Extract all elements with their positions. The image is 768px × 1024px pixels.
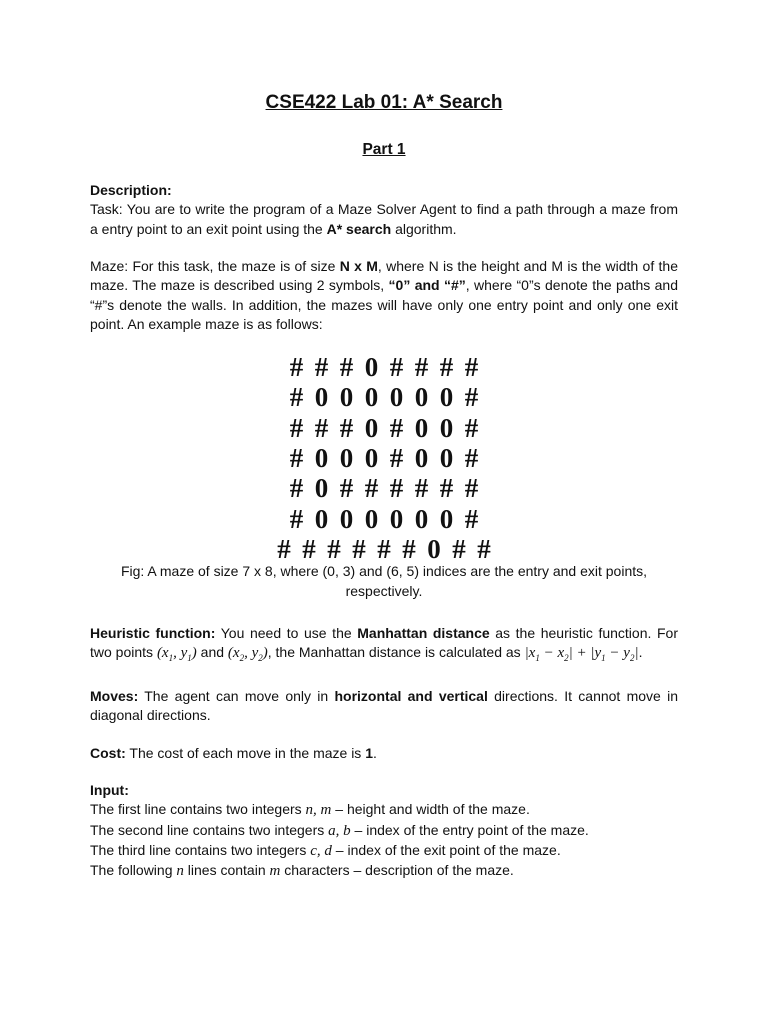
maze-wall-cell: # <box>302 533 316 564</box>
maze-figure <box>0 352 768 564</box>
maze-size: N x M <box>339 258 378 274</box>
maze-path-cell: 0 <box>364 352 379 383</box>
maze-text-3: , where “0”s denote the paths and “#”s denote the walls. In addition, the mazes will have only one entry point and only one exit point. An example maze is as follows: <box>90 277 679 332</box>
maze-path-cell: 0 <box>439 443 454 474</box>
maze-wall-cell: # <box>277 533 291 564</box>
maze-wall-cell: # <box>352 533 366 564</box>
maze-wall-cell: # <box>289 473 304 504</box>
maze-path-cell: 0 <box>427 533 441 564</box>
maze-wall-cell: # <box>289 382 304 413</box>
maze-wall-cell: # <box>289 503 304 534</box>
input-line-4-text: The following <box>90 862 177 879</box>
var-n-m: n, m <box>305 802 332 819</box>
maze-row <box>0 443 768 473</box>
point-1-formula: ($x_1$, $y_1$) <box>156 645 197 664</box>
moves-text-2: directions. It cannot move in diagonal directions. <box>90 688 679 724</box>
maze-path-cell: 0 <box>314 503 329 534</box>
maze-wall-cell: # <box>464 352 479 383</box>
description-section <box>90 181 678 239</box>
maze-wall-cell: # <box>339 473 354 504</box>
input-line-2-desc: – index of the entry point of the maze. <box>350 821 589 838</box>
maze-wall-cell: # <box>464 412 479 443</box>
maze-wall-cell: # <box>414 352 429 383</box>
heuristic-paragraph: Heuristic function: You need to use the Manhattan distance as the heuristic function. For two points ($x_1$, $y_1$) and ($x_2$, $y_2$), the Manhattan distance is calculated as $|x_1 - x_2| + |y_1 - y_2|$. <box>90 625 678 664</box>
task-algorithm: A* search <box>326 220 392 237</box>
maze-path-cell: 0 <box>439 412 454 443</box>
maze-path-cell: 0 <box>439 503 454 534</box>
maze-path-cell: 0 <box>339 503 354 534</box>
maze-path-cell: 0 <box>364 503 379 534</box>
moves-paragraph <box>90 687 678 726</box>
maze-path-cell: 0 <box>389 382 404 413</box>
maze-path-cell: 0 <box>364 382 379 413</box>
point-2-formula: ($x_2$, $y_2$) <box>227 645 268 664</box>
input-line-3-desc: – index of the exit point of the maze. <box>331 841 561 858</box>
maze-path-cell: 0 <box>414 503 429 534</box>
maze-path-cell: 0 <box>314 473 329 504</box>
task-paragraph <box>90 200 678 239</box>
cost-value: 1 <box>365 745 373 761</box>
figure-caption: Fig: A maze of size 7 x 8, where (0, 3) and (6, 5) indices are the entry and exit points, respectively. <box>120 563 648 599</box>
maze-wall-cell: # <box>289 443 304 474</box>
input-line-2 <box>90 821 678 841</box>
input-section <box>90 781 678 881</box>
maze-wall-cell: # <box>477 533 491 564</box>
maze-path-cell: 0 <box>339 382 354 413</box>
maze-symbols: “0” and “#” <box>388 277 466 294</box>
heuristic-text-2: as the heuristic function. For two points <box>90 625 678 661</box>
input-line-1-desc: – height and width of the maze. <box>331 801 530 818</box>
input-line-3 <box>90 841 678 861</box>
maze-wall-cell: # <box>314 352 329 383</box>
maze-path-cell: 0 <box>414 443 429 474</box>
maze-wall-cell: # <box>314 412 329 443</box>
maze-wall-cell: # <box>464 503 479 534</box>
heuristic-text-3: and <box>196 644 228 661</box>
maze-path-cell: 0 <box>364 443 379 474</box>
page-title: CSE422 Lab 01: A* Search <box>265 92 503 113</box>
maze-path-cell: 0 <box>414 382 429 413</box>
maze-path-cell: 0 <box>314 382 329 413</box>
maze-wall-cell: # <box>364 473 379 504</box>
maze-path-cell: 0 <box>414 412 429 443</box>
heuristic-bold: Manhattan distance <box>357 625 490 641</box>
heuristic-text-1: You need to use the <box>215 625 358 641</box>
task-text-end: algorithm. <box>391 220 457 237</box>
maze-path-cell: 0 <box>339 443 354 474</box>
maze-wall-cell: # <box>389 473 404 504</box>
heuristic-text-4: , the Manhattan distance is calculated as <box>267 644 525 661</box>
maze-wall-cell: # <box>389 412 404 443</box>
description-heading: Description: <box>90 182 172 198</box>
maze-wall-cell: # <box>289 352 304 383</box>
maze-wall-cell: # <box>377 533 391 564</box>
maze-wall-cell: # <box>402 533 416 564</box>
maze-wall-cell: # <box>389 352 404 383</box>
maze-wall-cell: # <box>414 473 429 504</box>
maze-wall-cell: # <box>327 533 341 564</box>
maze-wall-cell: # <box>439 473 454 504</box>
cost-paragraph <box>90 744 678 763</box>
maze-wall-cell: # <box>289 412 304 443</box>
maze-row <box>0 534 768 564</box>
maze-wall-cell: # <box>464 473 479 504</box>
maze-text-1: Maze: For this task, the maze is of size <box>90 258 340 274</box>
maze-wall-cell: # <box>339 412 354 443</box>
var-c-d: c, d <box>310 842 332 859</box>
cost-text-2: . <box>373 745 377 761</box>
maze-wall-cell: # <box>464 382 479 413</box>
maze-wall-cell: # <box>339 352 354 383</box>
maze-row <box>0 352 768 382</box>
task-text: Task: You are to write the program of a Maze Solver Agent to find a path through a maze from a entry point to an exit point using the <box>90 201 678 237</box>
maze-row <box>0 413 768 443</box>
maze-path-cell: 0 <box>314 443 329 474</box>
cost-text-1: The cost of each move in the maze is <box>125 745 366 761</box>
heuristic-label: Heuristic function: <box>90 625 216 641</box>
var-n: n <box>176 863 184 880</box>
maze-path-cell: 0 <box>439 382 454 413</box>
var-m: m <box>269 863 281 880</box>
maze-wall-cell: # <box>389 443 404 474</box>
input-label: Input: <box>90 782 129 798</box>
maze-path-cell: 0 <box>364 412 379 443</box>
maze-wall-cell: # <box>452 533 466 564</box>
moves-text-1: The agent can move only in <box>138 688 335 704</box>
input-line-2-text: The second line contains two integers <box>90 821 329 838</box>
section-title: Part 1 <box>362 141 406 158</box>
input-line-1-text: The first line contains two integers <box>90 801 306 818</box>
input-line-4 <box>90 861 678 881</box>
moves-bold: horizontal and vertical <box>334 688 488 704</box>
maze-row <box>0 503 768 533</box>
maze-wall-cell: # <box>439 352 454 383</box>
maze-wall-cell: # <box>464 443 479 474</box>
input-line-4-mid: lines contain <box>183 862 270 879</box>
maze-row <box>0 473 768 503</box>
maze-row <box>0 382 768 412</box>
input-line-1 <box>90 800 678 820</box>
maze-path-cell: 0 <box>389 503 404 534</box>
maze-paragraph <box>90 257 678 334</box>
manhattan-formula: $|x_1 - x_2| + |y_1 - y_2|$ <box>524 645 639 664</box>
cost-label: Cost: <box>90 745 126 761</box>
var-a-b: a, b <box>328 822 351 839</box>
maze-text-2: , where N is the height and M is the width of the maze. The maze is described using 2 symbols, <box>90 258 678 294</box>
input-line-4-desc: characters – description of the maze. <box>280 862 514 879</box>
input-line-3-text: The third line contains two integers <box>90 841 311 858</box>
moves-label: Moves: <box>90 688 139 704</box>
